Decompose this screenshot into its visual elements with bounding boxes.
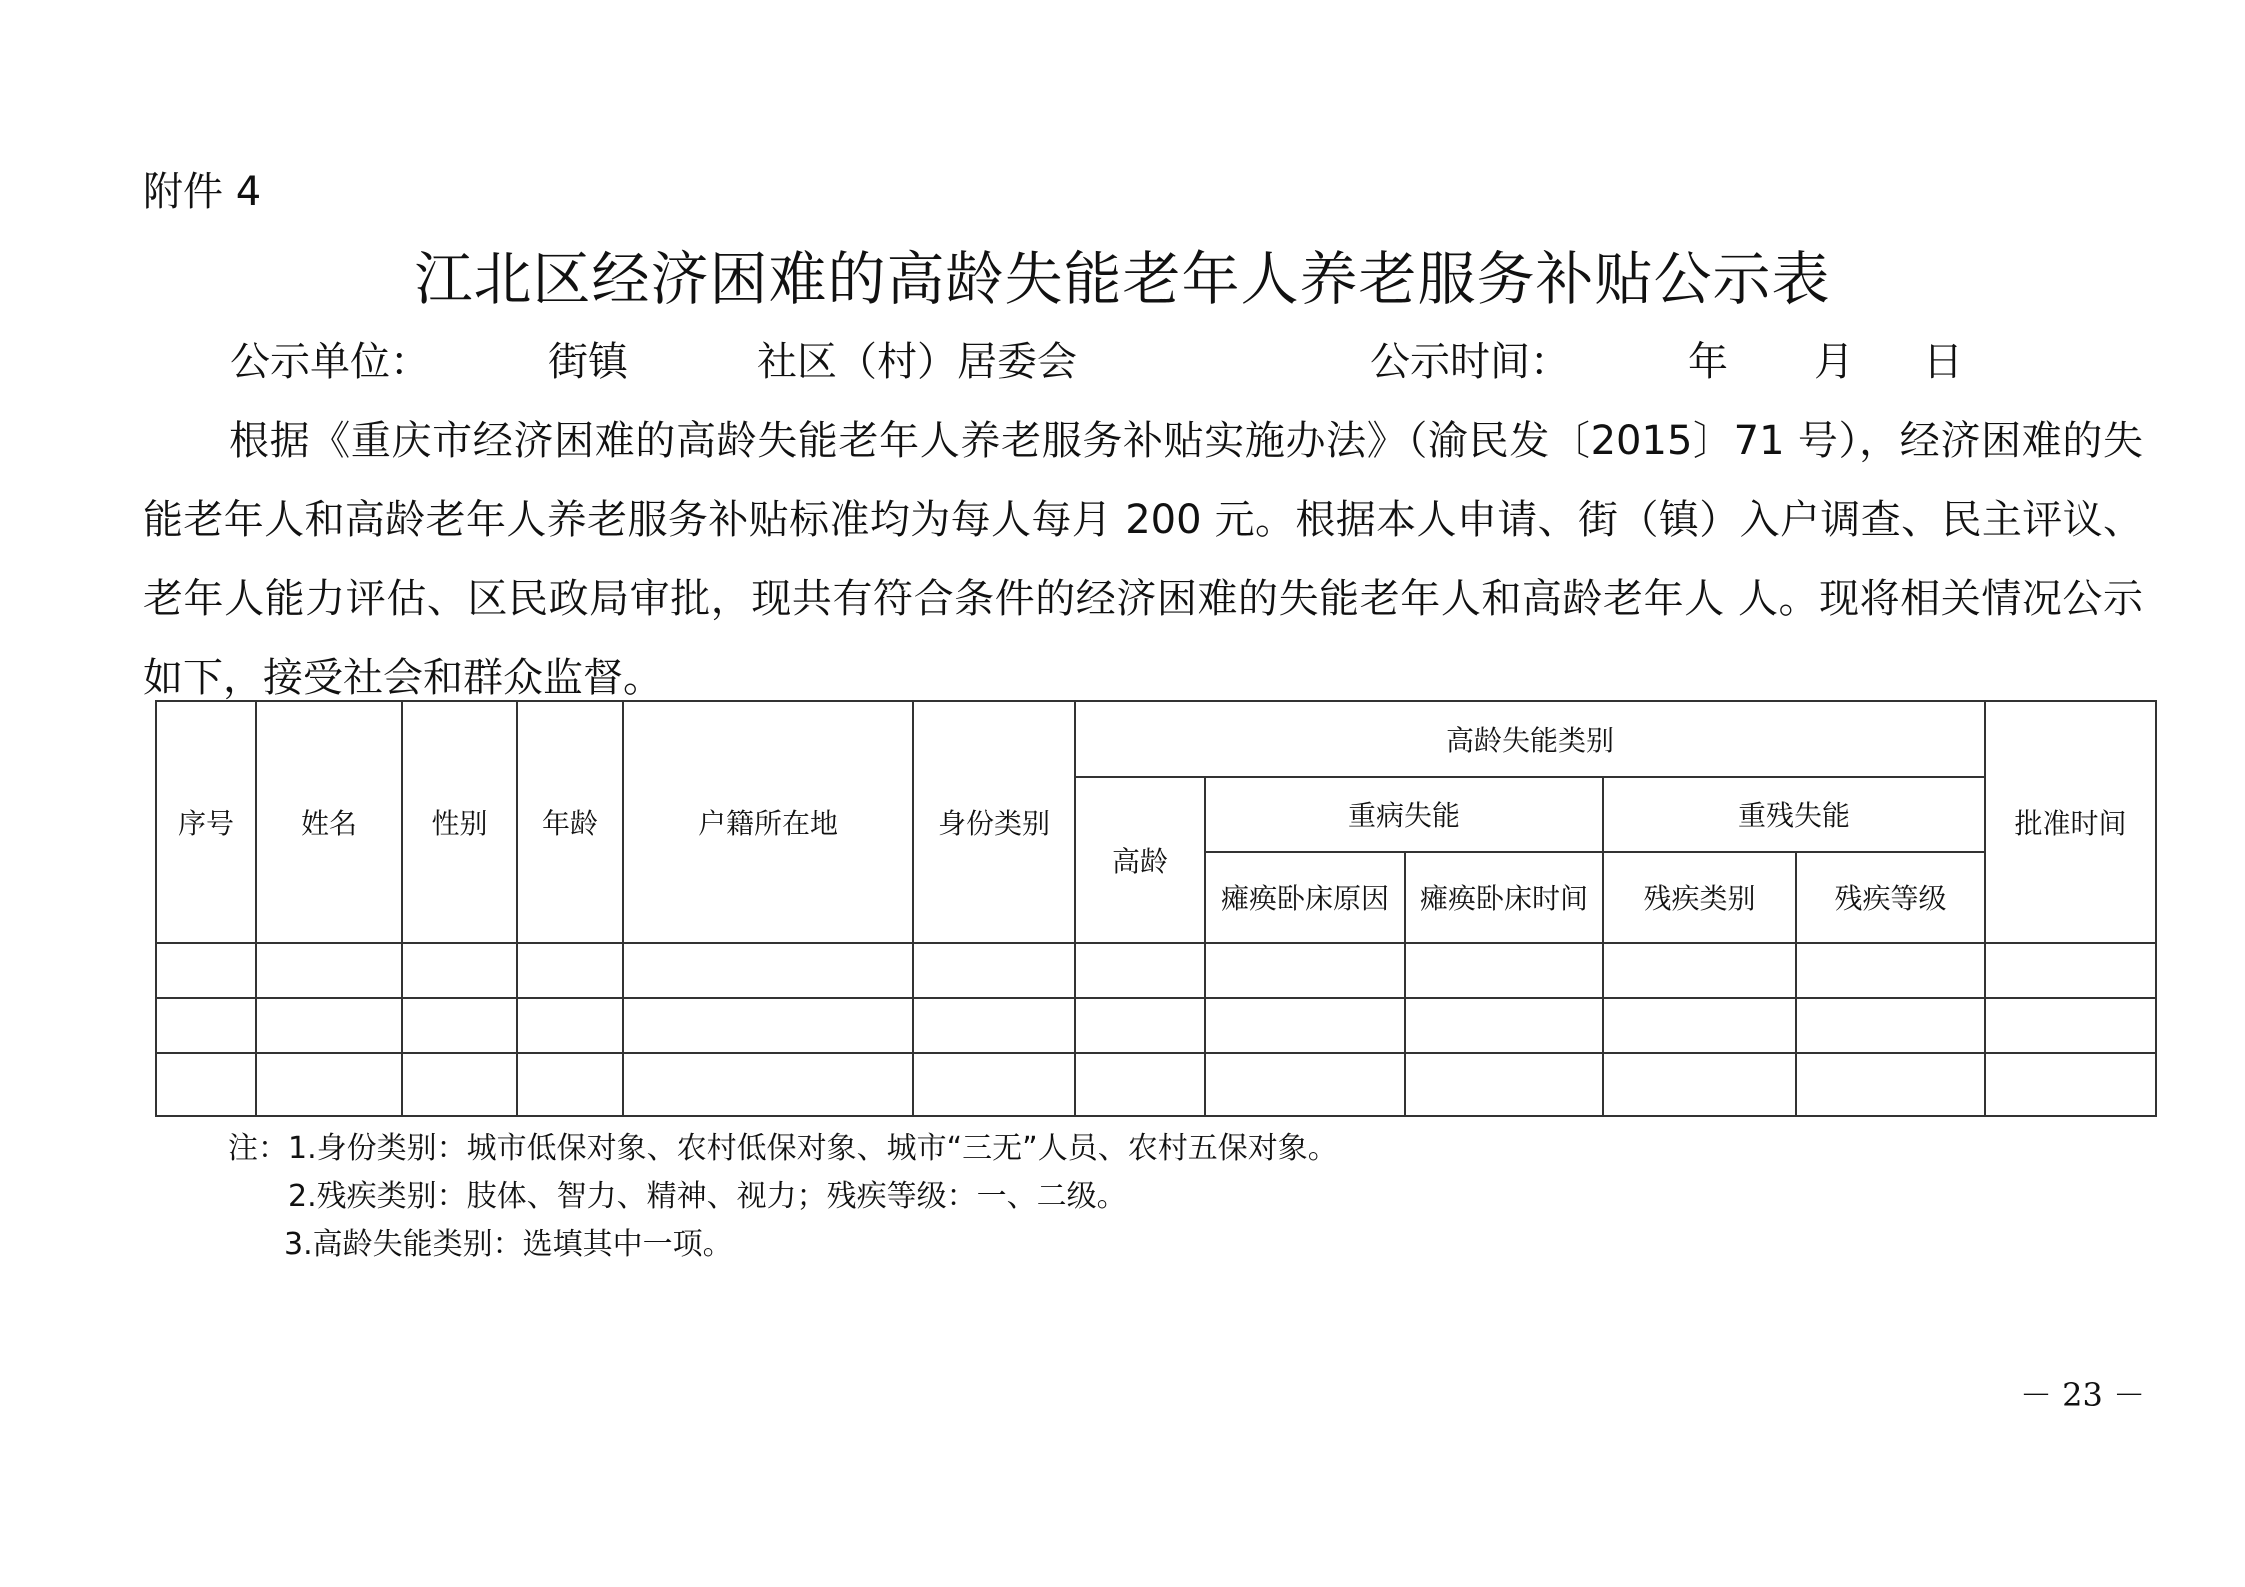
table-row — [156, 943, 2156, 998]
table-cell — [256, 943, 402, 998]
table-cell — [1796, 998, 1985, 1053]
header-category: 高龄失能类别 — [1075, 701, 1985, 777]
table-cell — [517, 1053, 623, 1116]
header-hukou: 户籍所在地 — [623, 701, 913, 943]
header-severe-disability: 重残失能 — [1603, 777, 1985, 853]
unit-label: 公示单位： — [230, 339, 430, 385]
header-name: 姓名 — [256, 701, 402, 943]
table-cell — [1405, 943, 1603, 998]
table-cell — [402, 998, 517, 1053]
year-label: 年 — [1688, 339, 1728, 385]
document-title: 江北区经济困难的高龄失能老年人养老服务补贴公示表 — [414, 245, 1831, 313]
table-row — [156, 998, 2156, 1053]
month-label: 月 — [1814, 339, 1854, 385]
table-cell — [1205, 1053, 1405, 1116]
table-cell — [1603, 998, 1796, 1053]
table-cell — [517, 943, 623, 998]
header-seq: 序号 — [156, 701, 256, 943]
table-cell — [913, 943, 1075, 998]
table-cell — [1985, 1053, 2156, 1116]
table-cell — [1405, 1053, 1603, 1116]
table-cell — [623, 998, 913, 1053]
table-cell — [1405, 998, 1603, 1053]
page-number: － 23 － — [2020, 1376, 2146, 1414]
header-disability-type: 残疾类别 — [1603, 852, 1796, 943]
header-elderly: 高龄 — [1075, 777, 1205, 943]
header-paralysis-reason: 瘫痪卧床原因 — [1205, 852, 1405, 943]
note-2: 2.残疾类别：肢体、智力、精神、视力；残疾等级：一、二级。 — [288, 1179, 1127, 1214]
table-cell — [1205, 998, 1405, 1053]
table-cell — [1075, 943, 1205, 998]
table-cell — [156, 998, 256, 1053]
table-cell — [1796, 943, 1985, 998]
table-cell — [913, 1053, 1075, 1116]
community-label: 社区（村）居委会 — [757, 339, 1077, 385]
table-cell — [913, 998, 1075, 1053]
day-label: 日 — [1923, 339, 1963, 385]
table-cell — [517, 998, 623, 1053]
time-label: 公示时间： — [1370, 339, 1570, 385]
table-cell — [1075, 998, 1205, 1053]
table-cell — [156, 1053, 256, 1116]
table-cell — [623, 943, 913, 998]
table-cell — [256, 998, 402, 1053]
header-approval-time: 批准时间 — [1985, 701, 2156, 943]
table-cell — [402, 943, 517, 998]
table-cell — [1985, 943, 2156, 998]
table-cell — [1075, 1053, 1205, 1116]
intro-paragraph: 根据《重庆市经济困难的高龄失能老年人养老服务补贴实施办法》（渝民发〔2015〕71 号），经济困难的失能老年人和高龄老年人养老服务补贴标准均为每人每月 200 元。根据本人申请、街（镇）入户调查、民主评议、老年人能力评估、区民政局审批，现共有符合条件的经济困难的失能老年人和高龄老年人 人。现将相关情况公示如下，接受社会和群众监督。 — [143, 418, 2143, 701]
table-cell — [156, 943, 256, 998]
header-gender: 性别 — [402, 701, 517, 943]
table-cell — [1985, 998, 2156, 1053]
table-cell — [623, 1053, 913, 1116]
table-cell — [256, 1053, 402, 1116]
note-3: 3.高龄失能类别：选填其中一项。 — [284, 1227, 733, 1262]
table-cell — [402, 1053, 517, 1116]
table-cell — [1205, 943, 1405, 998]
table-row — [156, 1053, 2156, 1116]
header-severe-illness: 重病失能 — [1205, 777, 1603, 853]
table-cell — [1603, 1053, 1796, 1116]
publicity-table — [155, 700, 2157, 1117]
header-paralysis-time: 瘫痪卧床时间 — [1405, 852, 1603, 943]
table-cell — [1796, 1053, 1985, 1116]
attachment-label: 附件 4 — [143, 169, 262, 215]
header-age: 年龄 — [517, 701, 623, 943]
header-identity: 身份类别 — [913, 701, 1075, 943]
table-cell — [1603, 943, 1796, 998]
header-disability-level: 残疾等级 — [1796, 852, 1985, 943]
note-1: 注：1.身份类别：城市低保对象、农村低保对象、城市“三无”人员、农村五保对象。 — [228, 1131, 1338, 1166]
street-label: 街镇 — [548, 339, 628, 385]
